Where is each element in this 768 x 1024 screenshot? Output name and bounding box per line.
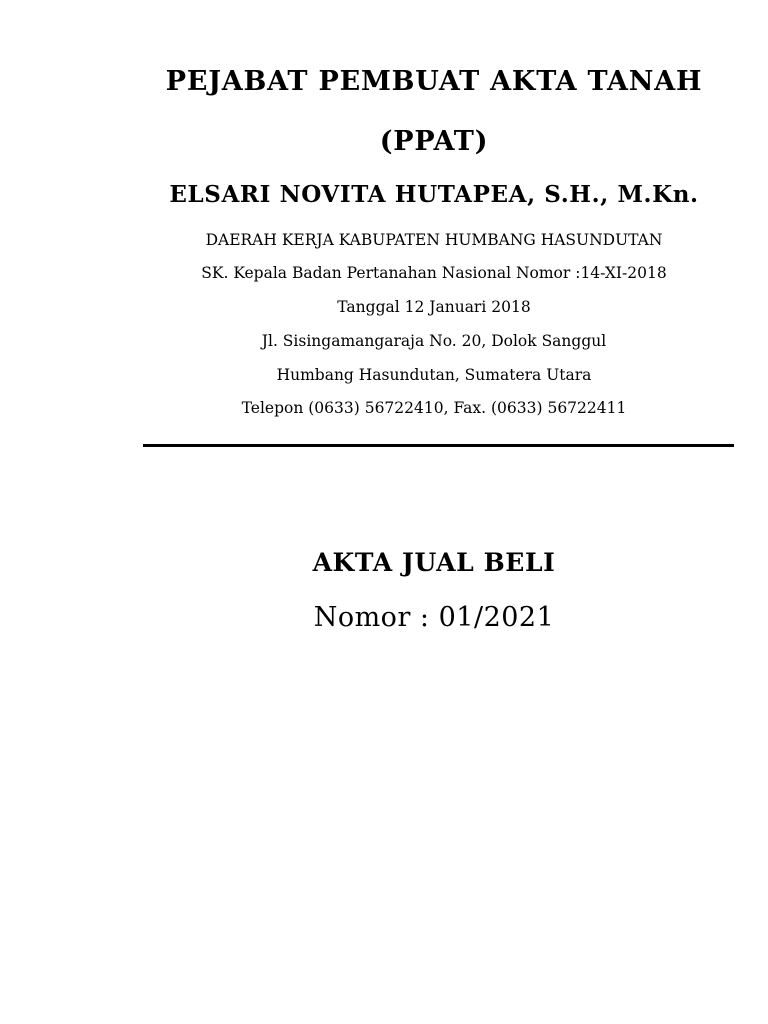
address-street-line: Jl. Sisingamangaraja No. 20, Dolok Sanggul [261, 332, 607, 350]
decree-date-line: Tanggal 12 Januari 2018 [337, 298, 531, 316]
work-area-line: DAERAH KERJA KABUPATEN HUMBANG HASUNDUTAN [205, 231, 663, 249]
deed-title: AKTA JUAL BELI [312, 548, 556, 577]
contact-line: Telepon (0633) 56722410, Fax. (0633) 56722411 [241, 399, 627, 417]
header-divider [143, 444, 734, 447]
address-region-line: Humbang Hasundutan, Sumatera Utara [276, 366, 592, 384]
official-name: ELSARI NOVITA HUTAPEA, S.H., M.Kn. [169, 181, 699, 208]
office-title: PEJABAT PEMBUAT AKTA TANAH [165, 66, 703, 97]
office-abbreviation: (PPAT) [379, 126, 489, 157]
decree-line: SK. Kepala Badan Pertanahan Nasional Nomor :14-XI-2018 [201, 264, 667, 282]
deed-number: Nomor : 01/2021 [313, 602, 555, 633]
